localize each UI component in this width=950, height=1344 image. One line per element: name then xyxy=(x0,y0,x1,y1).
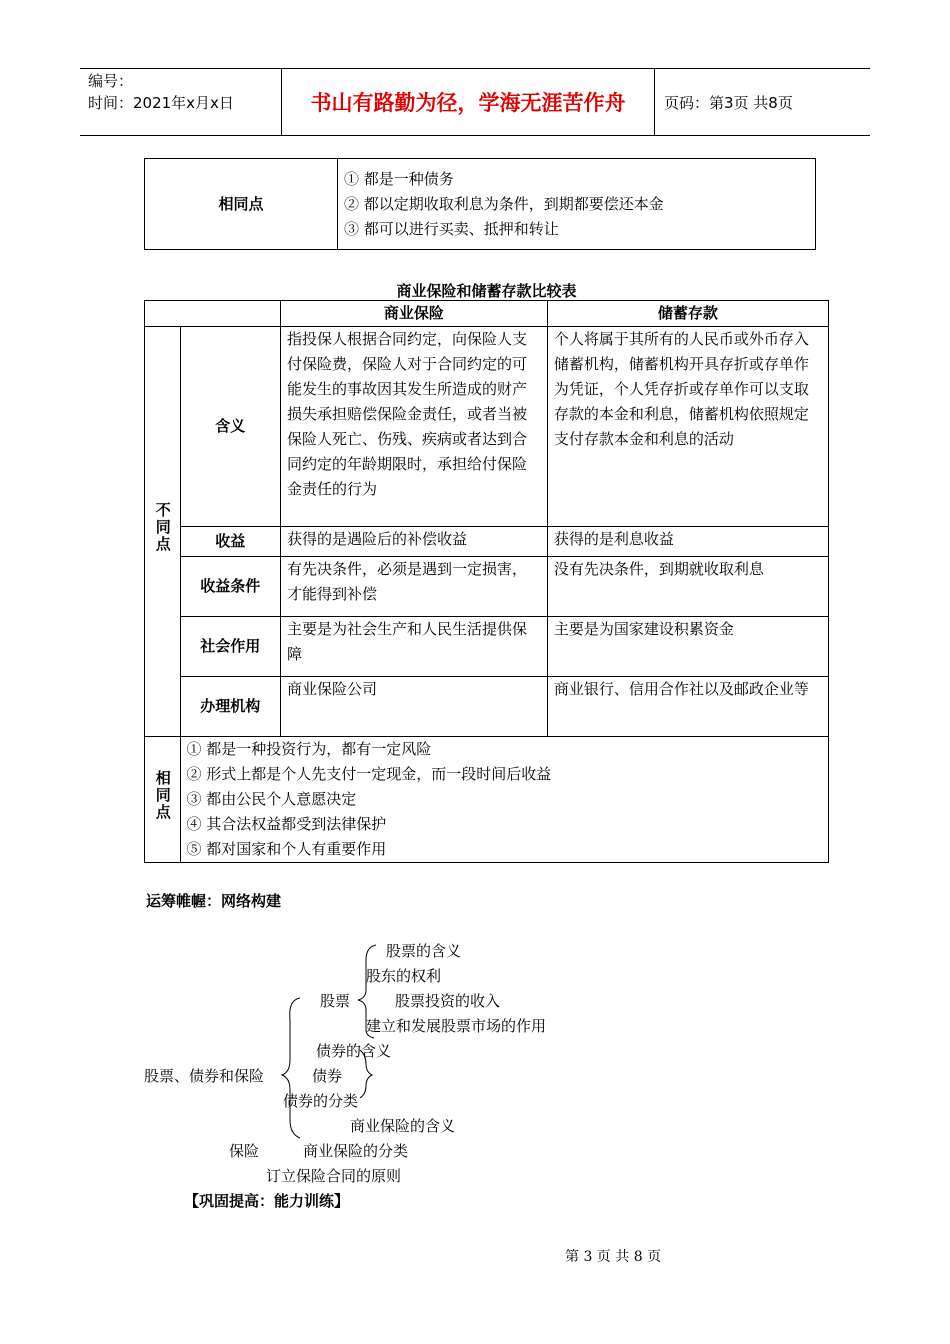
bond-child: 债券的分类 xyxy=(283,1092,359,1110)
bond-node: 债券 xyxy=(312,1067,343,1085)
savings-cell: 个人将属于其所有的人民币或外币存入储蓄机构，储蓄机构开具存折或存单作为凭证，个人凭存折或存单作可以支取存款的本金和利息，储蓄机构依照规定支付存款本金和利息的活动 xyxy=(547,327,828,527)
stock-child: 建立和发展股票市场的作用 xyxy=(366,1017,547,1035)
table1-item: ② 都以定期收取利息为条件，到期都要偿还本金 xyxy=(344,194,664,213)
same-item: ④ 其合法权益都受到法律保护 xyxy=(186,815,387,833)
savings-cell: 获得的是利息收益 xyxy=(547,527,828,557)
insurance-child: 商业保险的含义 xyxy=(350,1117,456,1135)
section-title: 运筹帷幄：网络构建 xyxy=(146,892,282,910)
same-item: ① 都是一种投资行为，都有一定风险 xyxy=(186,740,432,758)
table1-row-label: 相同点 xyxy=(145,159,338,250)
insurance-cell: 商业保险公司 xyxy=(280,677,547,737)
time-label: 时间：2021年x月x日 xyxy=(88,94,234,112)
same-item: ⑤ 都对国家和个人有重要作用 xyxy=(186,840,387,858)
table1-item: ① 都是一种债务 xyxy=(344,169,454,188)
savings-cell: 商业银行、信用合作社以及邮政企业等 xyxy=(547,677,828,737)
same-item: ② 形式上都是个人先支付一定现金，而一段时间后收益 xyxy=(186,765,552,783)
col-savings-header: 储蓄存款 xyxy=(547,301,828,327)
col-insurance-header: 商业保险 xyxy=(280,301,547,327)
mindmap-root: 股票、债券和保险 xyxy=(144,1067,265,1085)
row-label: 收益 xyxy=(180,527,280,557)
stock-child: 股票投资的收入 xyxy=(395,992,501,1010)
table2-caption: 商业保险和储蓄存款比较表 xyxy=(396,282,577,300)
next-section-title: 【巩固提高：能力训练】 xyxy=(184,1192,350,1210)
table1-item: ③ 都可以进行买卖、抵押和转让 xyxy=(344,219,559,238)
insurance-child: 商业保险的分类 xyxy=(303,1142,409,1160)
row-label: 办理机构 xyxy=(180,677,280,737)
row-label: 社会作用 xyxy=(180,617,280,677)
same-item: ③ 都由公民个人意愿决定 xyxy=(186,790,357,808)
bond-child: 债券的含义 xyxy=(316,1042,392,1060)
insurance-cell: 主要是为社会生产和人民生活提供保障 xyxy=(280,617,547,677)
header-motto: 书山有路勤为径，学海无涯苦作舟 xyxy=(310,91,626,115)
stock-child: 股东的权利 xyxy=(366,967,442,985)
row-label: 含义 xyxy=(180,327,280,527)
stock-node: 股票 xyxy=(320,992,351,1010)
insurance-cell: 指投保人根据合同约定，向保险人支付保险费，保险人对于合同约定的可能发生的事故因其发生所造成的财产损失承担赔偿保险金责任，或者当被保险人死亡、伤残、疾病或者达到合同约定的年龄期限时，承担给付保险金责任的行为 xyxy=(280,327,547,527)
header-page-label: 页码：第3页 共8页 xyxy=(664,93,793,112)
page-footer: 第 3 页 共 8 页 xyxy=(565,1249,662,1265)
savings-cell: 没有先决条件，到期就收取利息 xyxy=(547,557,828,617)
number-label: 编号： xyxy=(88,72,134,90)
insurance-child: 订立保险合同的原则 xyxy=(266,1167,402,1185)
diff-label: 不同点 xyxy=(153,502,172,553)
root-brace xyxy=(282,998,300,1138)
insurance-cell: 有先决条件，必须是遇到一定损害，才能得到补偿 xyxy=(280,557,547,617)
same-label: 相同点 xyxy=(153,770,172,821)
stock-child: 股票的含义 xyxy=(386,942,462,960)
row-label: 收益条件 xyxy=(180,557,280,617)
insurance-cell: 获得的是遇险后的补偿收益 xyxy=(280,527,547,557)
savings-cell: 主要是为国家建设积累资金 xyxy=(547,617,828,677)
insurance-node: 保险 xyxy=(229,1142,260,1160)
